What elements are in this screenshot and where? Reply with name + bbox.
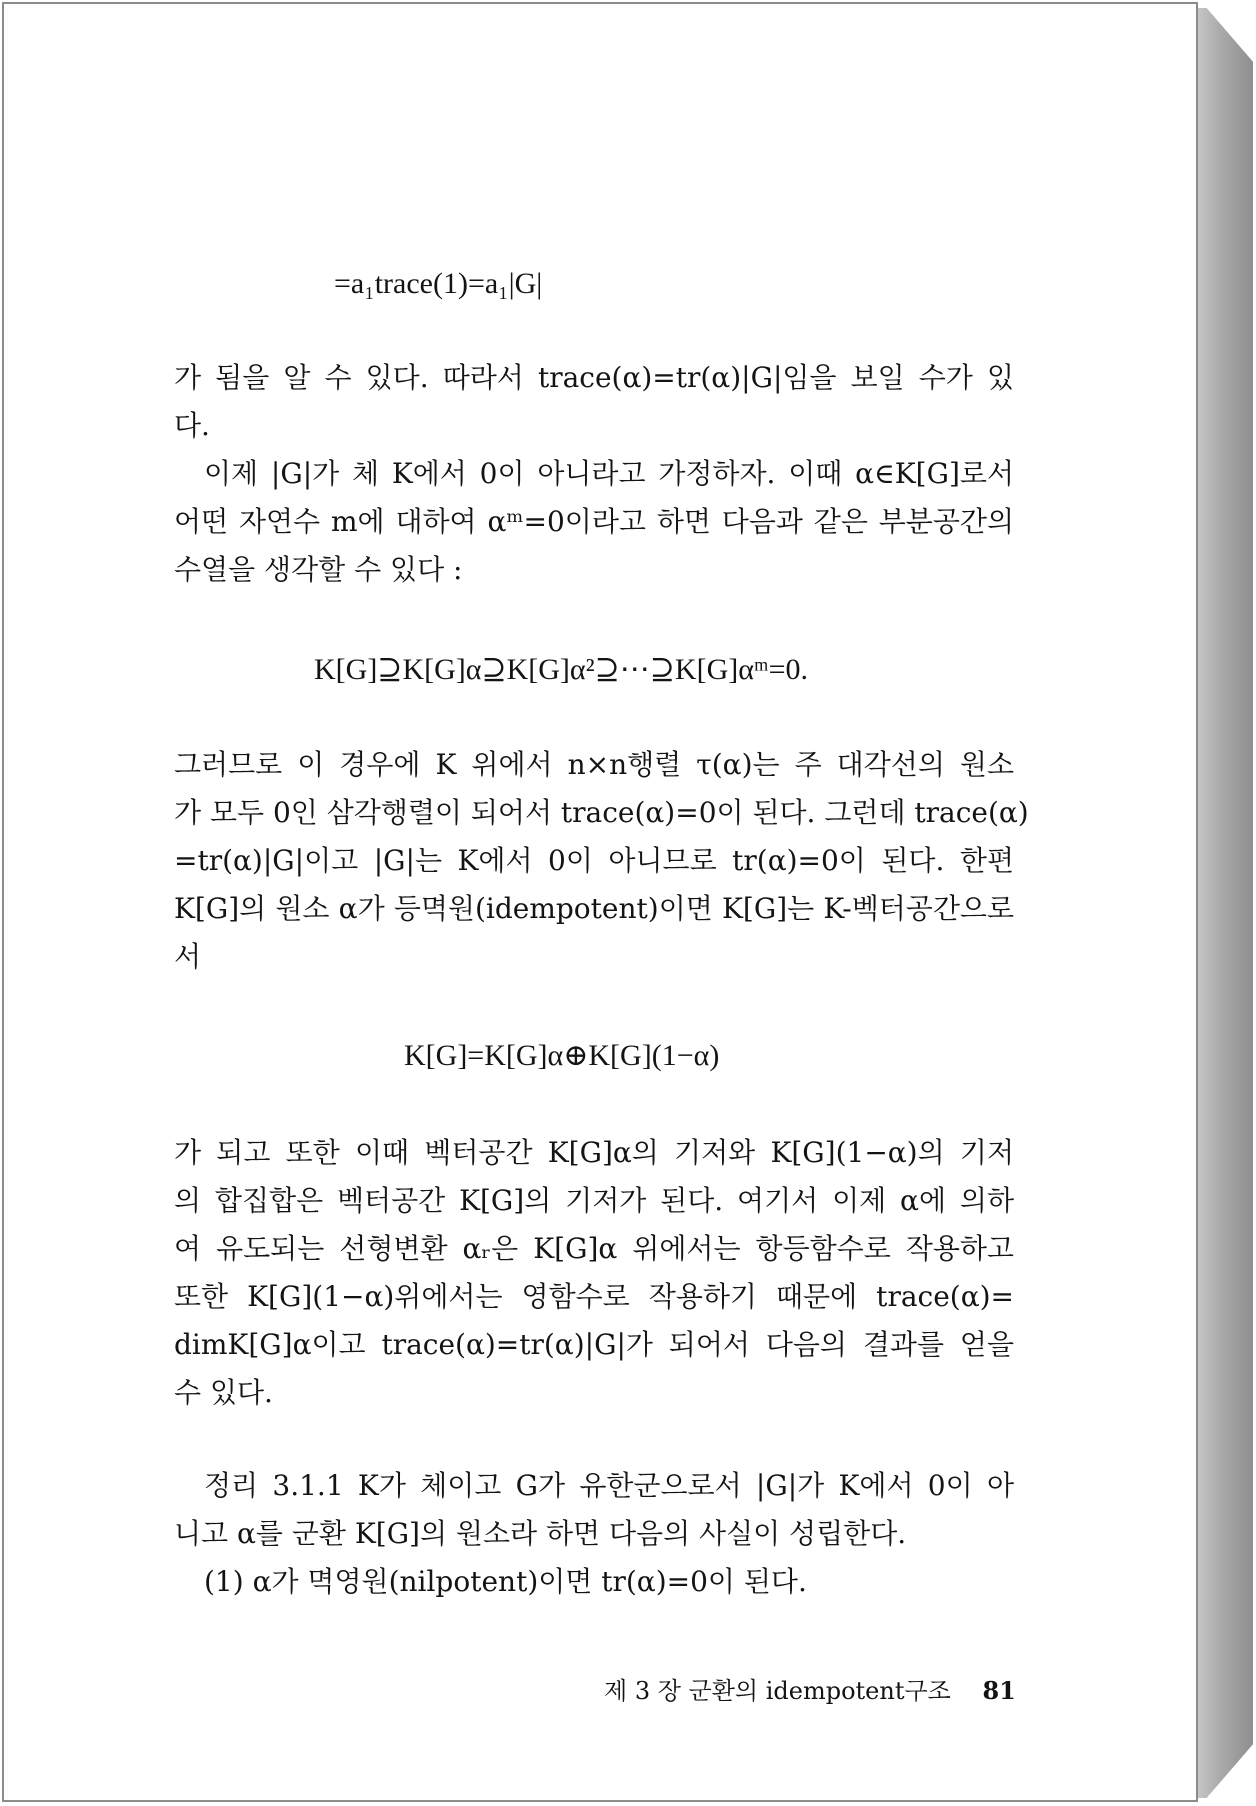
theorem-line: 니고 α를 군환 K[G]의 원소라 하면 다음의 사실이 성립한다. [174, 1517, 907, 1550]
text-line: 서 [174, 940, 202, 973]
equation-subspace-chain: K[G]⊇K[G]α⊇K[G]α²⊇⋯⊇K[G]αᵐ=0. [314, 653, 809, 686]
text-line: 이제 |G|가 체 K에서 0이 아니라고 가정하자. 이때 α∈K[G]로서 [204, 457, 1014, 490]
book-page [2, 2, 1198, 1802]
text-line: 수 있다. [174, 1376, 273, 1409]
equation-direct-sum: K[G]=K[G]α⊕K[G](1−α) [404, 1039, 720, 1072]
theorem-line: 정리 3.1.1 K가 체이고 G가 유한군으로서 |G|가 K에서 0이 아 [204, 1469, 1014, 1502]
text-line: 또한 K[G](1−α)위에서는 영함수로 작용하기 때문에 trace(α)= [174, 1280, 1014, 1313]
text-line: 수열을 생각할 수 있다 : [174, 553, 463, 586]
text-line: 다. [174, 409, 210, 442]
text-line: 가 되고 또한 이때 벡터공간 K[G]α의 기저와 K[G](1−α)의 기저 [174, 1136, 1014, 1169]
theorem-line: (1) α가 멱영원(nilpotent)이면 tr(α)=0이 된다. [204, 1565, 807, 1598]
page-number: 81 [982, 1676, 1016, 1705]
text-line: K[G]의 원소 α가 등멱원(idempotent)이면 K[G]는 K-벡터공간으로 [174, 892, 1014, 925]
page-edge-shadow [1195, 8, 1253, 1798]
text-line: 가 됨을 알 수 있다. 따라서 trace(α)=tr(α)|G|임을 보일 수가 있 [174, 361, 1014, 394]
text-line: 의 합집합은 벡터공간 K[G]의 기저가 된다. 여기서 이제 α에 의하 [174, 1184, 1014, 1217]
text-line: 여 유도되는 선형변환 αᵣ은 K[G]α 위에서는 항등함수로 작용하고 [174, 1232, 1014, 1265]
text-line: =tr(α)|G|이고 |G|는 K에서 0이 아니므로 tr(α)=0이 된다. 한편 [174, 844, 1014, 877]
text-line: 어떤 자연수 m에 대하여 αᵐ=0이라고 하면 다음과 같은 부분공간의 [174, 505, 1014, 538]
text-line: 그러므로 이 경우에 K 위에서 n×n행렬 τ(α)는 주 대각선의 원소 [174, 748, 1014, 781]
equation-trace: =a₁trace(1)=a₁|G| [334, 267, 543, 300]
text-line: 가 모두 0인 삼각행렬이 되어서 trace(α)=0이 된다. 그런데 trace(α) [174, 796, 1029, 829]
running-footer [604, 1674, 1016, 1708]
text-line: dimK[G]α이고 trace(α)=tr(α)|G|가 되어서 다음의 결과를 얻을 [174, 1328, 1014, 1361]
chapter-title: 제 3 장 군환의 idempotent구조 [604, 1677, 951, 1705]
